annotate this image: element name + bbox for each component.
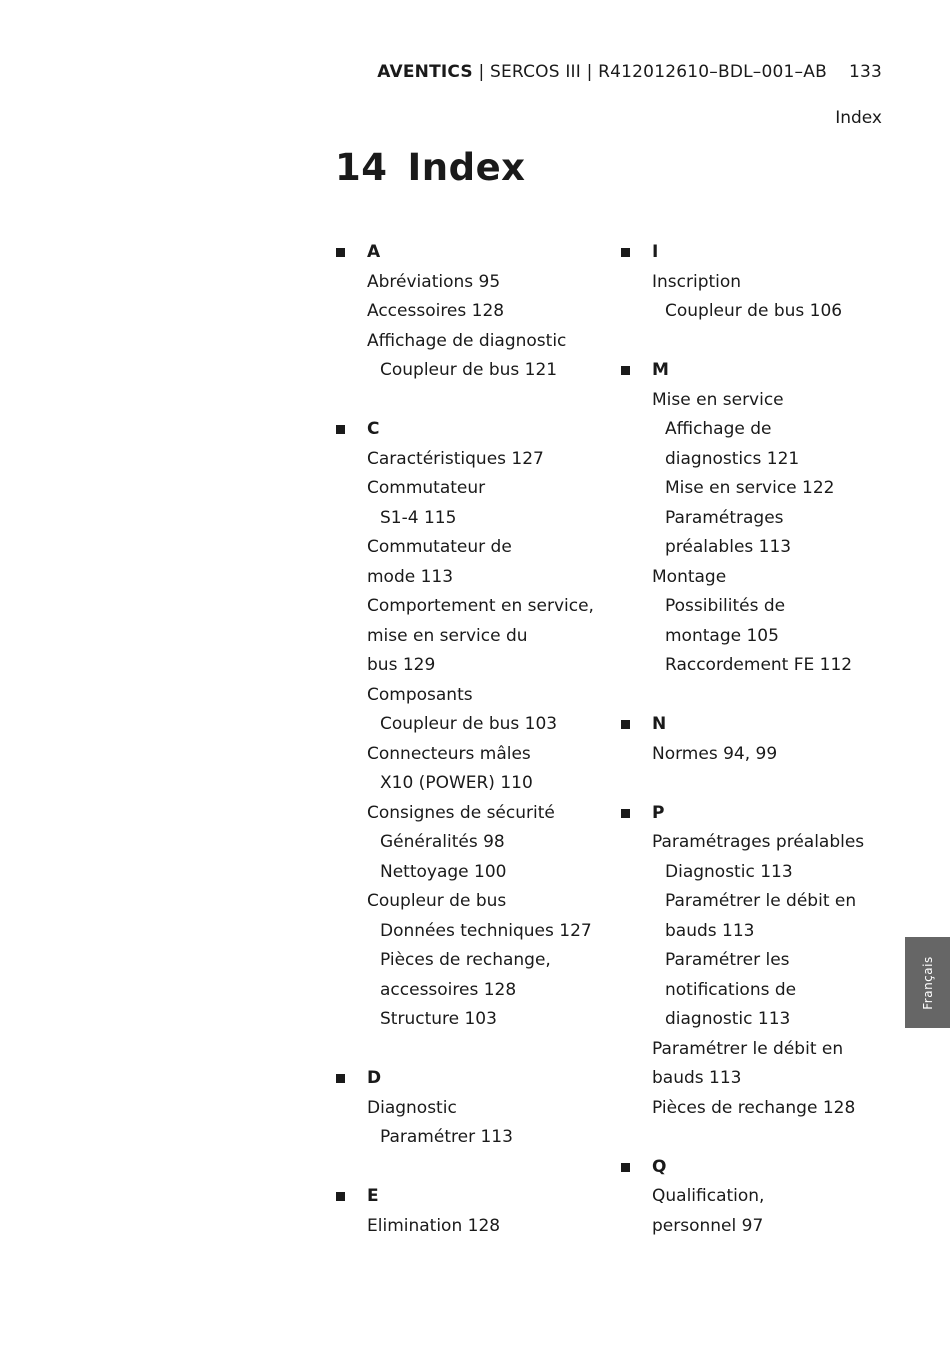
index-group	[367, 1182, 637, 1241]
index-letter	[652, 710, 892, 740]
square-bullet-icon	[336, 425, 345, 434]
square-bullet-icon	[621, 1163, 630, 1172]
index-entry: Connecteurs mâles	[367, 743, 531, 764]
document-reference: | SERCOS III | R412012610–BDL–001–AB	[472, 62, 827, 82]
index-letter-text: N	[652, 714, 667, 734]
index-letter	[652, 238, 892, 268]
chapter-title: Index	[407, 146, 526, 189]
index-subentry: diagnostics 121	[665, 448, 800, 469]
index-letter-text: C	[367, 419, 380, 439]
brand-name: AVENTICS	[377, 62, 473, 82]
index-entry: mise en service du	[367, 625, 528, 646]
index-letter-text: M	[652, 360, 669, 380]
index-letter	[367, 238, 637, 268]
index-entry: Mise en service	[652, 389, 784, 410]
section-label: Index	[835, 108, 882, 128]
index-letter	[652, 356, 892, 386]
index-entry: Pièces de rechange 128	[652, 1097, 856, 1118]
index-subentry: Mise en service 122	[665, 478, 835, 498]
index-letter	[652, 1153, 892, 1183]
square-bullet-icon	[336, 248, 345, 257]
index-column-right	[652, 238, 892, 1271]
index-entry: Affichage de diagnostic	[367, 330, 567, 351]
index-subentry: Paramétrages	[665, 507, 784, 528]
index-subentry: Possibilités de	[665, 596, 786, 616]
index-subentry: Paramétrer le débit en	[665, 891, 857, 911]
index-entry: Paramétrages préalables	[652, 832, 865, 852]
index-subentry: Paramétrer les	[665, 950, 790, 970]
chapter-number: 14	[335, 146, 388, 189]
index-entry: Abréviations 95	[367, 271, 501, 292]
running-header	[377, 62, 882, 82]
index-entry: Diagnostic	[367, 1097, 457, 1118]
index-subentry: Structure 103	[380, 1009, 497, 1029]
index-group	[367, 415, 637, 1035]
index-entry: Paramétrer le débit en	[652, 1038, 844, 1059]
index-entry: Coupleur de bus	[367, 891, 507, 911]
index-subentry: montage 105	[665, 625, 779, 646]
index-entry: Elimination 128	[367, 1215, 501, 1236]
language-tab	[905, 937, 950, 1028]
index-letter	[367, 1182, 637, 1212]
index-subentry: Nettoyage 100	[380, 861, 507, 882]
page-title	[335, 146, 526, 189]
index-entry: Composants	[367, 684, 473, 705]
index-letter-text: P	[652, 802, 665, 823]
language-tab-label: Français	[920, 955, 935, 1010]
index-subentry: Paramétrer 113	[380, 1127, 513, 1147]
index-entry: Comportement en service,	[367, 596, 594, 616]
index-entry: mode 113	[367, 566, 454, 587]
index-group	[652, 238, 892, 327]
index-letter-text: I	[652, 242, 659, 262]
index-letter	[652, 799, 892, 829]
index-subentry: S1-4 115	[380, 507, 457, 528]
index-letter-text: Q	[652, 1156, 667, 1177]
index-entry: Accessoires 128	[367, 301, 505, 321]
index-letter-text: E	[367, 1186, 379, 1206]
index-entry: Montage	[652, 566, 727, 587]
square-bullet-icon	[621, 366, 630, 375]
index-subentry: accessoires 128	[380, 979, 517, 1000]
square-bullet-icon	[336, 1192, 345, 1201]
index-subentry: Diagnostic 113	[665, 861, 793, 882]
index-entry: personnel 97	[652, 1215, 764, 1236]
index-letter-text: A	[367, 242, 381, 262]
index-subentry: Généralités 98	[380, 832, 505, 852]
index-subentry: Coupleur de bus 103	[380, 714, 558, 734]
index-group	[652, 356, 892, 681]
index-group	[367, 238, 637, 386]
index-letter-text: D	[367, 1068, 382, 1088]
index-group	[652, 1153, 892, 1242]
page-number: 133	[848, 62, 882, 82]
index-entry: bauds 113	[652, 1068, 742, 1088]
index-subentry: Coupleur de bus 106	[665, 301, 843, 321]
index-subentry: X10 (POWER) 110	[380, 773, 533, 793]
index-letter	[367, 415, 637, 445]
index-entry: Inscription	[652, 271, 742, 292]
index-subentry: préalables 113	[665, 537, 792, 557]
index-subentry: Coupleur de bus 121	[380, 360, 558, 380]
index-letter	[367, 1064, 637, 1094]
index-entry: Caractéristiques 127	[367, 448, 544, 469]
index-entry: Commutateur de	[367, 537, 512, 557]
index-subentry: diagnostic 113	[665, 1009, 791, 1029]
index-subentry: notifications de	[665, 979, 797, 1000]
index-group	[652, 799, 892, 1124]
square-bullet-icon	[336, 1074, 345, 1083]
index-subentry: Pièces de rechange,	[380, 950, 551, 970]
index-subentry: Raccordement FE 112	[665, 655, 853, 675]
square-bullet-icon	[621, 809, 630, 818]
square-bullet-icon	[621, 720, 630, 729]
index-subentry: Données techniques 127	[380, 920, 592, 941]
index-entry: Normes 94, 99	[652, 743, 778, 764]
index-group	[652, 710, 892, 769]
index-entry: bus 129	[367, 655, 436, 675]
square-bullet-icon	[621, 248, 630, 257]
index-subentry: Affichage de	[665, 419, 772, 439]
index-entry: Consignes de sécurité	[367, 802, 555, 823]
index-subentry: bauds 113	[665, 920, 755, 941]
index-entry: Qualification,	[652, 1186, 765, 1206]
index-entry: Commutateur	[367, 478, 486, 498]
index-group	[367, 1064, 637, 1153]
index-column-left	[367, 238, 637, 1271]
